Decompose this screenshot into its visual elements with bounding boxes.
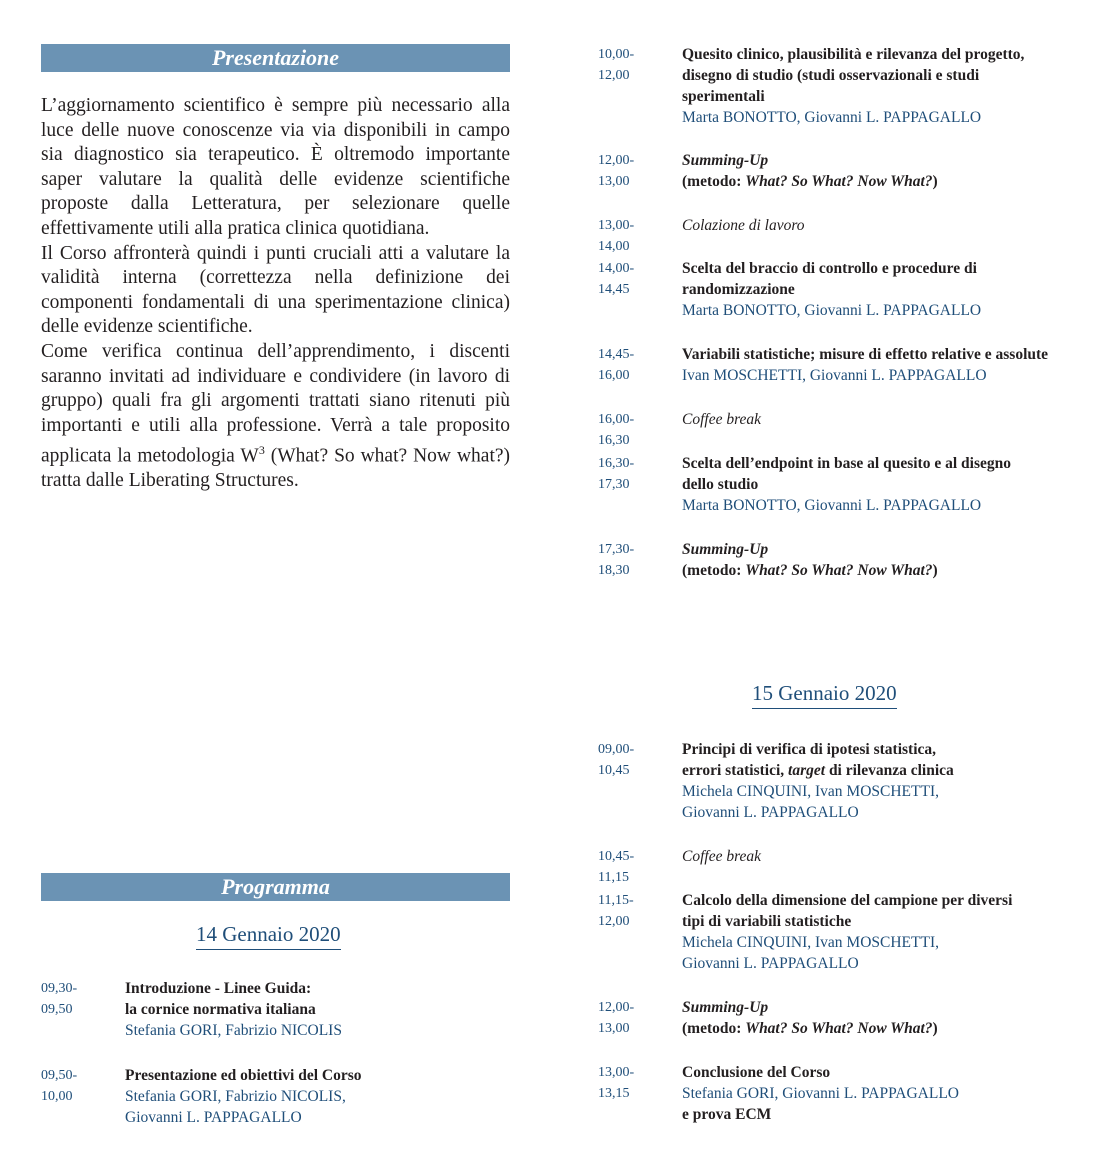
day2-title: 15 Gennaio 2020 [752,681,897,709]
entry-speakers: Stefania GORI, Fabrizio NICOLIS [125,1022,342,1039]
entry-speakers: Giovanni L. PAPPAGALLO [682,955,859,972]
entry-title: Introduzione - Linee Guida: [125,980,312,997]
programma-heading: Programma [41,873,510,901]
entry-title: Scelta dell’endpoint in base al quesito e al disegno [682,455,1011,472]
intro-paragraph: Il Corso affronterà quindi i punti cruciali atti a valutare la validità interna (correttezza nella definizione dei componenti fondamentali di una sperimentazione clinica) delle evidenze scientifiche. [41,242,510,338]
entry-title: la cornice normativa italiana [125,1001,316,1018]
entry-speakers: Marta BONOTTO, Giovanni L. PAPPAGALLO [682,497,982,514]
summing-up-method: (metodo: What? So What? Now What?) [682,173,938,190]
entry-time: 12,00-13,00 [598,1000,635,1036]
entry-note: e prova ECM [682,1106,772,1123]
entry-time: 14,45-16,00 [598,347,635,383]
entry-speakers: Stefania GORI, Fabrizio NICOLIS, [125,1088,346,1105]
entry-title: dello studio [682,476,759,493]
intro-paragraph: Come verifica continua dell’apprendimento, i discenti saranno invitati ad individuare e condividere (in lavoro di gruppo) quali fra gli argomenti trattati siano ritenuti più importanti e utili alla professione. Verrà a tale proposito applicata la metodologia $W^3$ (What? So what? Now what?) tratta dalle Liberating Structures. [41,340,511,492]
presentazione-heading: Presentazione [41,44,510,72]
entry-title: Scelta del braccio di controllo e procedure di [682,260,977,277]
entry-time: 16,00-16,30 [598,412,635,448]
entry-time: 12,00-13,00 [598,153,635,189]
entry-time: 09,50-10,00 [41,1068,78,1104]
entry-speakers: Michela CINQUINI, Ivan MOSCHETTI, [682,934,939,951]
entry-time: 10,45-11,15 [598,849,635,885]
presentazione-text [41,94,510,494]
entry-speakers: Michela CINQUINI, Ivan MOSCHETTI, [682,783,939,800]
summing-up-title: Summing-Up [682,999,769,1016]
entry-title: Coffee break [682,411,762,428]
entry-time: 11,15-12,00 [598,893,634,929]
entry-speakers: Marta BONOTTO, Giovanni L. PAPPAGALLO [682,302,982,319]
entry-speakers: Giovanni L. PAPPAGALLO [682,804,859,821]
entry-speakers: Ivan MOSCHETTI, Giovanni L. PAPPAGALLO [682,367,987,384]
entry-time: 13,00-13,15 [598,1065,635,1101]
summing-up-title: Summing-Up [682,541,769,558]
summing-up-method: (metodo: What? So What? Now What?) [682,1020,938,1037]
entry-title: Coffee break [682,848,762,865]
entry-speakers: Stefania GORI, Giovanni L. PAPPAGALLO [682,1085,959,1102]
entry-title: Variabili statistiche; misure di effetto relative e assolute [682,346,1049,363]
entry-title: Presentazione ed obiettivi del Corso [125,1067,362,1084]
entry-title: Principi di verifica di ipotesi statistica, [682,741,937,758]
entry-time: 10,00-12,00 [598,47,635,83]
intro-paragraph: L’aggiornamento scientifico è sempre più necessario alla luce delle nuove conoscenze via via disponibili in campo sia diagnostico sia terapeutico. È oltremodo importante saper valutare la qualità delle evidenze scientifiche proposte dalla Letteratura, per selezionare quelle effettivamente utili alla pratica clinica quotidiana. [41,95,510,239]
entry-time: 09,00-10,45 [598,742,635,778]
entry-speakers: Marta BONOTTO, Giovanni L. PAPPAGALLO [682,109,982,126]
entry-speakers: Giovanni L. PAPPAGALLO [125,1109,302,1126]
entry-time: 09,30-09,50 [41,981,78,1017]
entry-title: errori statistici, target di rilevanza clinica [682,762,954,779]
entry-time: 17,30-18,30 [598,542,635,578]
entry-title: Conclusione del Corso [682,1064,831,1081]
entry-title: tipi di variabili statistiche [682,913,852,930]
entry-title: Colazione di lavoro [682,217,805,234]
entry-title: sperimentali [682,88,765,105]
entry-title: Quesito clinico, plausibilità e rilevanza del progetto, [682,46,1025,63]
entry-title: Calcolo della dimensione del campione per diversi [682,892,1013,909]
entry-title: randomizzazione [682,281,795,298]
summing-up-title: Summing-Up [682,152,769,169]
summing-up-method: (metodo: What? So What? Now What?) [682,562,938,579]
entry-title: disegno di studio (studi osservazionali e studi [682,67,980,84]
day1-title: 14 Gennaio 2020 [196,922,341,950]
entry-time: 16,30-17,30 [598,456,635,492]
entry-time: 13,00-14,00 [598,218,635,254]
entry-time: 14,00-14,45 [598,261,635,297]
